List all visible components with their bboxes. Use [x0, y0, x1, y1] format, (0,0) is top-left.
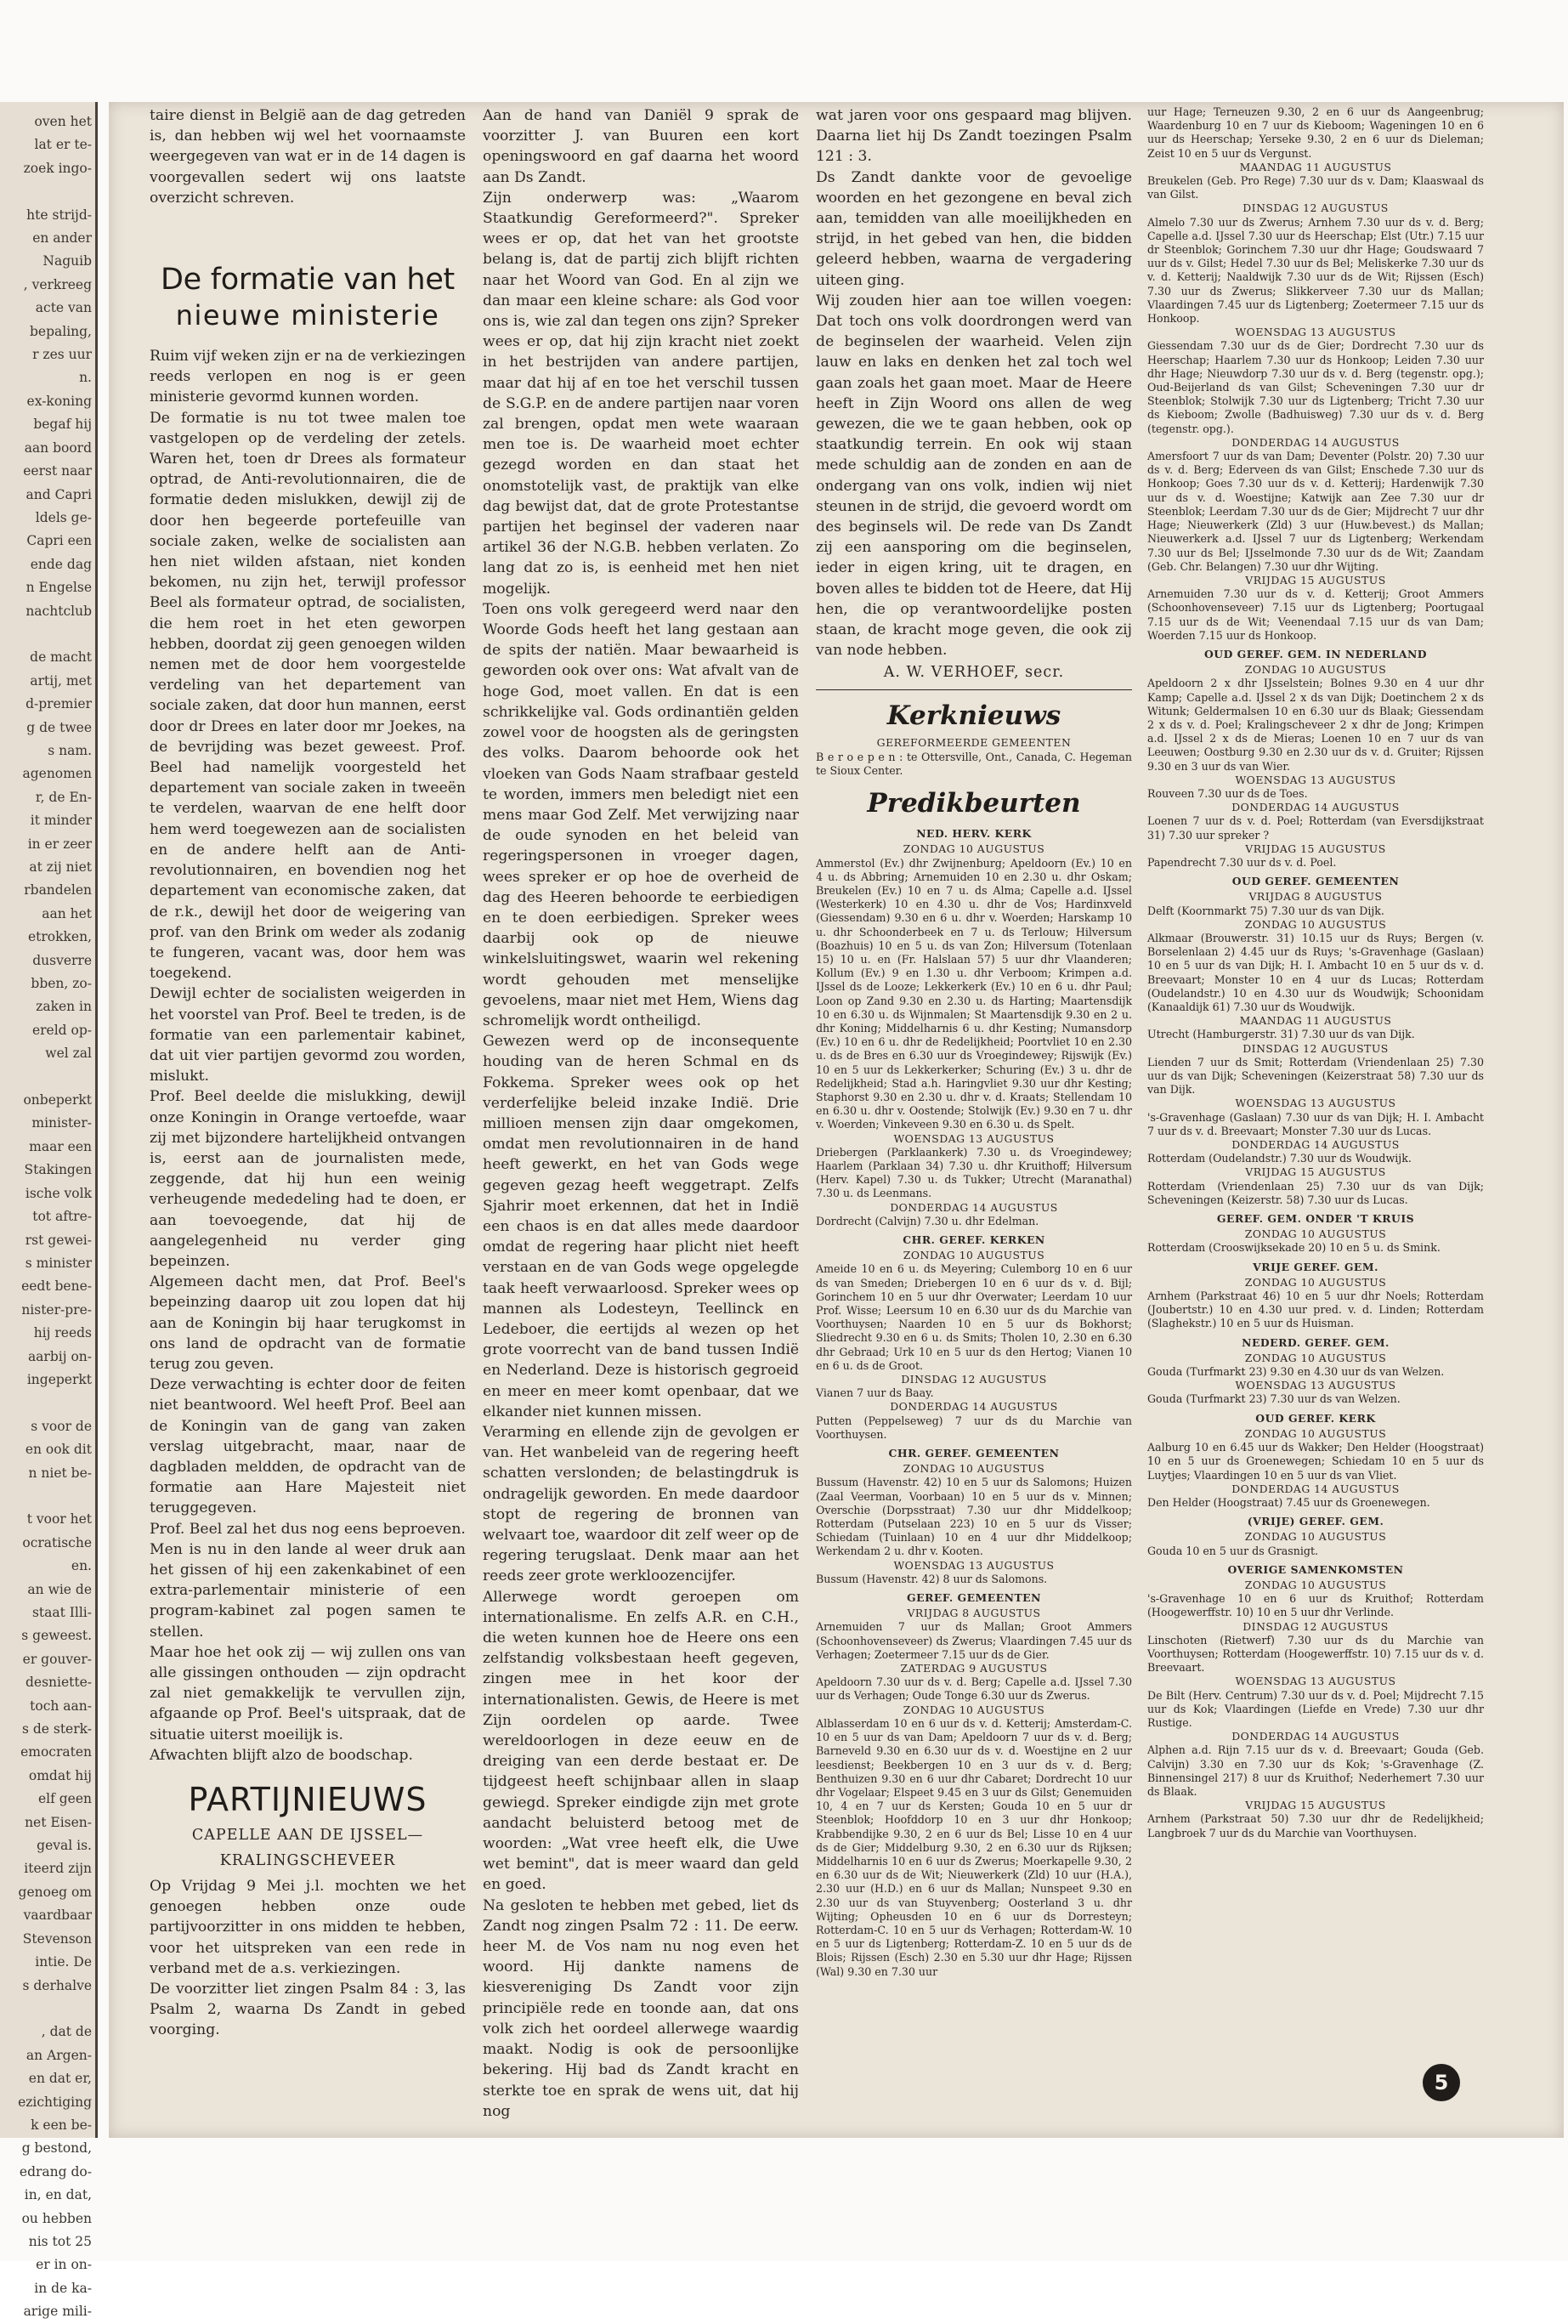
service-listing: Gouda 10 en 5 uur ds Grasnigt. — [1147, 1544, 1319, 1557]
paragraph: Wij zouden hier aan toe willen voegen: Dat toch ons volk doordrongen werd van de beginselen der waarheid. Velen zijn lauw en laks en denken het zal toch wel gaan zoals het gaan moet. Maar de Heere heeft in Zijn Woord ons allen de weg gewezen, die we te gaan hebben, ook op staatkundig terrein. En ook wij staan mede schuldig aan de zonden en aan de ondergang van ons volk, indien wij niet steunen in de strijd, die gevoerd wordt om des beginsels wil. De rede van Ds Zandt zij een aansporing om die beginselen, ieder in eigen kring, uit te dragen, en boven alles te bidden tot de Heere, dat Hij hen, die op verantwoordelijke posten staan, de kracht moge geven, die ook zij van node hebben. — [816, 292, 1132, 660]
day-heading: DONDERDAG 14 AUGUSTUS — [890, 1400, 1058, 1414]
predikbeurten-listing-continued — [1147, 161, 1484, 1840]
edge-line: s voor de — [31, 1418, 92, 1434]
paragraph: Ruim vijf weken zijn er na de verkiezingen reeds verlopen en nog is er geen ministerie gevormd kunnen worden. — [150, 348, 466, 406]
previous-page-text — [3, 111, 92, 2324]
edge-line: nister-pre- — [21, 1301, 92, 1318]
edge-line: ex-koning — [26, 393, 92, 409]
edge-line: in er zeer — [27, 836, 92, 852]
headline-ministerie: nieuwe ministerie — [175, 299, 440, 332]
denomination-heading: CHR. GEREF. GEMEENTEN — [888, 1447, 1060, 1460]
edge-line: and Capri — [25, 486, 92, 502]
paragraph: Na gesloten te hebben met gebed, liet ds Zandt nog zingen Psalm 72 : 11. De eerw. heer M. de Vos nam nu nog even het woord. Hij dankte namens de kiesvereniging Ds Zandt voor zijn principiële rede en toonde aan, dat ons volk zich het oordeel allerwege waardig maakt. Nodig is ook de persoonlijke bekering. Hij bad ds Zandt kracht en sterkte toe en sprak de wens uit, dat hij nog — [483, 1896, 799, 2120]
day-heading: ZONDAG 10 AUGUSTUS — [903, 1703, 1045, 1716]
day-heading: VRIJDAG 8 AUGUSTUS — [1248, 890, 1383, 904]
edge-line: tot aftre- — [32, 1209, 92, 1225]
column-3 — [816, 105, 1132, 1979]
edge-line: dusverre — [32, 952, 92, 968]
kerknieuws-text: B e r o e p e n : te Ottersville, Ont., Canada, C. Hegeman te Sioux Center. — [816, 750, 1132, 777]
edge-line — [3, 1485, 92, 1508]
day-heading: WOENSDAG 13 AUGUSTUS — [1235, 1675, 1396, 1688]
service-listing: Gouda (Turfmarkt 23) 9.30 en 4.30 uur ds van Welzen. — [1147, 1365, 1445, 1379]
service-listing: Amersfoort 7 uur ds van Dam; Deventer (Polstr. 20) 7.30 uur ds v. d. Berg; Ederveen ds van Gilst; Enschede 7.30 uur ds Honkoop; Goes 7.30 uur ds v. d. Ketterij; Hardenwijk 7.30 uur ds v. d. Woestijne; Katwijk aan Zee 7.30 uur dr Steenblok; Leerdam 7.30 uur ds de Gier; Mijdrecht 7 uur dhr Hage; Nieuwerkerk (Zld) 3 uur (Huw.bevest.) ds Mallan; Nieuwerkerk a.d. IJssel 7 uur ds Ligtenberg; Werkendam 7.30 uur ds Bel; IJsselmonde 7.30 uur ds de Wit; Zaandam (Geb. Chr. Belangen) 7.30 uur dhr Wijting. — [1147, 450, 1484, 573]
edge-line: hij reeds — [33, 1325, 92, 1341]
edge-line: r zes uur — [32, 347, 92, 363]
paragraph: Algemeen dacht men, dat Prof. Beel's bepeinzing daarop uit zou lopen dat hij aan de Koningin bij haar terugkomst in ons land de opdracht van de formatie terug zou geven. — [150, 1273, 466, 1373]
service-listing: Ameide 10 en 6 u. ds Meyering; Culemborg 10 en 6 uur ds van Smeden; Driebergen 10 en 6 uur ds v. d. Bijl; Gorinchem 10 en 5 uur dhr Overwater; Leerdam 10 uur Prof. Wisse; Leersum 10 en 6.30 uur ds du Marchie van Voorthuysen; Naarden 10 en 5 uur ds Bokhorst; Sliedrecht 9.30 en 6 u. ds Smits; Tholen 10, 2.30 en 6.30 dhr Gebraad; Urk 10 en 5 uur ds den Hertog; Vianen 10 en 6 u. ds de Groot. — [816, 1262, 1132, 1372]
service-listing: De Bilt (Herv. Centrum) 7.30 uur ds v. d. Poel; Mijdrecht 7.15 uur ds Kok; Vlaardingen (Liefde en Vrede) 7.30 uur dhr Rustige. — [1147, 1688, 1484, 1729]
denomination-heading: NEDERD. GEREF. GEM. — [1242, 1335, 1390, 1349]
service-listing: Linschoten (Rietwerf) 7.30 uur ds du Marchie van Voorthuysen; Rotterdam (Hoogewerffstr. 10) 7.15 uur ds v. d. Breevaart. — [1147, 1633, 1484, 1675]
day-heading: ZONDAG 10 AUGUSTUS — [903, 842, 1045, 856]
edge-line: er in on- — [36, 2257, 92, 2273]
edge-line: , dat de — [41, 2024, 92, 2040]
day-heading: MAANDAG 11 AUGUSTUS — [1239, 1014, 1392, 1028]
paragraph: Dewijl echter de socialisten weigerden in het voorstel van Prof. Beel te treden, is de formatie van een parlementair kabinet, dat uit vier partijen gevormd zou worden, mislukt. — [150, 985, 466, 1085]
edge-line: arige mili- — [23, 2304, 92, 2320]
edge-line: ereld op- — [31, 1022, 92, 1038]
headline-predikbeurten: Predikbeurten — [867, 788, 1081, 819]
denomination-heading: VRIJE GEREF. GEM. — [1253, 1260, 1378, 1273]
edge-line: zoek ingo- — [23, 160, 92, 176]
paragraph: Prof. Beel zal het dus nog eens beproeven. — [150, 1520, 466, 1538]
service-listing: Bussum (Havenstr. 42) 8 uur ds Salomons. — [816, 1572, 1048, 1585]
service-listing: Almelo 7.30 uur ds Zwerus; Arnhem 7.30 uur ds v. d. Berg; Capelle a.d. IJssel 7.30 uur ds Heerschap; Elst (Utr.) 7.15 uur dr Steenblok; Gorinchem 7.30 uur dhr Hage; Goudswaard 7 uur ds v. Gilst; Hedel 7.30 uur ds Bel; Meliskerke 7.30 uur ds v. d. Ketterij; Naaldwijk 7.30 uur ds de Wit; Rijssen (Esch) 7.30 uur ds Zwerus; Slikkerveer 7.30 uur ds Mallan; Vlaardingen 7.45 uur ds Ligtenberg; Zoetermeer 7.15 uur ds Honkoop. — [1147, 215, 1484, 326]
service-listing: Alblasserdam 10 en 6 uur ds v. d. Ketterij; Amsterdam-C. 10 en 5 uur ds van Dam; Apeldoorn 7 uur ds v. d. Berg; Barneveld 9.30 en 6.30 uur ds v. d. Woestijne en 2 uur leesdienst; Beekbergen 10 en 3 uur ds v. d. Berg; Benthuizen 9.30 en 6 uur dhr Cabaret; Dordrecht 10 uur dhr Vogelaar; Elspeet 9.45 en 3 uur ds Gilst; Genemuiden 10, 4 en 7 uur ds Kersten; Gouda 10 en 5 uur dr Steenblok; Hoofddorp 10 en 3 uur dhr Honkoop; Krabbendijke 9.30, 2 en 6 uur ds Bel; Lisse 10 en 4 uur ds de Gier; Middelburg 9.30, 2 en 6.30 uur ds Rijksen; Middelharnis 10 en 6 uur ds Zwerus; Moerkapelle 9.30, 2 en 6.30 uur ds de Wit; Nieuwerkerk (Zld) 10 uur (H.A.), 2.30 uur (H.D.) en 6 uur ds Mallan; Nunspeet 9.30 en 2.30 uur ds van Stuyvenberg; Oosterland 3 u. dhr Wijting; Opheusden 10 en 6 uur ds Dorresteyn; Rotterdam-C. 10 en 5 uur ds Verhagen; Rotterdam-W. 10 en 5 uur ds Ligtenberg; Rotterdam-Z. 10 en 5 uur ds de Blois; Rijssen (Esch) 2.30 en 5.30 uur dhr Hage; Rijssen (Wal) 9.30 en 7.30 uur — [816, 1716, 1132, 1978]
headline-kerknieuws: Kerknieuws — [886, 700, 1061, 732]
service-listing: Putten (Peppelseweg) 7 uur ds du Marchie van Voorthuysen. — [816, 1414, 1132, 1441]
edge-line: en. — [71, 1558, 92, 1574]
denomination-heading: OVERIGE SAMENKOMSTEN — [1227, 1562, 1404, 1576]
paragraph: Verarming en ellende zijn de gevolgen er van. Het wanbeleid van de regering heeft schatten verslonden; de belastingdruk is ondragelijk geworden. En mede daardoor stopt de regering de bronnen van welvaart toe, waardoor dit zelf weer op de regering terugslaat. Denk maar aan het reeds zeer grote werkloozencijfer. — [483, 1424, 799, 1585]
edge-line: geval is. — [37, 1838, 92, 1854]
paragraph: Toen ons volk geregeerd werd naar den Woorde Gods heeft het lang gestaan aan de spits der natiën. Maar bewaarheid is geworden ook over ons: Wat afvalt van de hoge God, moet vallen. En dat is een schrikkelijke val. Gods ordinantiën gelden zowel voor de hoogsten als de geringsten des volks. Daarom behoorde ook het vloeken van Gods Naam strafbaar gesteld te worden, immers men beledigt niet een mens maar God Zelf. Met verwijzing naar de oude synoden en het beleid van regeringspersonen in vroeger dagen, wees spreker er op hoe de overheid de dag des Heeren behoorde te eerbiedigen en te doen eerbiedigen. Spreker wees daarbij ook op de nieuwe winkelsluitingswet, waarin wel rekening wordt gehouden met menselijke gevoelens, maar niet met Hem, Wiens dag schromelijk wordt ontheiligd. — [483, 600, 799, 1029]
denomination-heading: (VRIJE) GEREF. GEM. — [1247, 1515, 1384, 1528]
denomination-heading: OUD GEREF. GEM. IN NEDERLAND — [1203, 647, 1428, 660]
day-heading: DINSDAG 12 AUGUSTUS — [1243, 1619, 1389, 1633]
edge-line: elf geen — [37, 1791, 92, 1807]
service-listing: Arnhem (Parkstraat 50) 7.30 uur dhr de Redelijkheid; Langbroek 7 uur ds du Marchie van Voorthuysen. — [1147, 1812, 1484, 1839]
service-listing: Bussum (Havenstr. 42) 10 en 5 uur ds Salomons; Huizen (Zaal Veerman, Voorbaan) 10 en 5 uur ds v. Minnen; Overschie (Dorpsstraat) 7.30 uur dhr Middelkoop; Rotterdam (Putselaan 223) 10 en 5 uur ds Visser; Schiedam (Tuinlaan) 10 en 4 uur dhr Middelkoop; Werkendam 2 u. dhr v. Kooten. — [816, 1476, 1132, 1558]
day-heading: DINSDAG 12 AUGUSTUS — [1243, 201, 1389, 215]
service-listing: Dordrecht (Calvijn) 7.30 u. dhr Edelman. — [816, 1214, 1039, 1227]
edge-line — [3, 180, 92, 203]
edge-line: ingeperkt — [26, 1371, 92, 1387]
day-heading: WOENSDAG 13 AUGUSTUS — [1235, 1379, 1396, 1392]
day-heading: ZONDAG 10 AUGUSTUS — [1244, 917, 1387, 931]
page-number: 5 — [1423, 2064, 1460, 2101]
service-listing: Arnemuiden 7 uur ds Mallan; Groot Ammers (Schoonhovenseveer) ds Zwerus; Vlaardingen 7.45 uur ds Verhagen; Zoetermeer 7.15 uur ds de Gier. — [816, 1620, 1132, 1661]
day-heading: ZATERDAG 9 AUGUSTUS — [900, 1662, 1048, 1675]
service-listing: Utrecht (Hamburgerstr. 31) 7.30 uur ds van Dijk. — [1147, 1028, 1415, 1041]
edge-line: genoeg om — [18, 1884, 92, 1900]
service-listing: Alkmaar (Brouwerstr. 31) 10.15 uur ds Ruys; Bergen (v. Borselenlaan 2) 4.45 uur ds Ruys; 's-Gravenhage (Gaslaan) 10 en 5 uur ds van Dijk; H. I. Ambacht 10 en 5 uur ds v. d. Breevaart; Monster 10 en 4 uur ds Lucas; Rotterdam (Oudelandstr.) 10 en 4.30 uur ds Woudwijk; Schoonidam (Kanaaldijk 61) 7.30 uur ds Woudwijk. — [1147, 931, 1484, 1013]
service-listing: Ammerstol (Ev.) dhr Zwijnenburg; Apeldoorn (Ev.) 10 en 4 u. ds Abbring; Arnemuiden 10 en 2.30 u. dhr Oskam; Breukelen (Ev.) 10 en 7 u. ds Alma; Capelle a.d. IJssel (Westerkerk) 10 en 4.30 u. dhr de Vos; Hardinxveld (Giessendam) 9.30 en 6 u. dhr v. Woerden; Harskamp 10 u. dhr Schoonderbeek en 7 u. ds Terlouw; Hilversum (Boazhuis) 10 en 5 u. ds van Zon; Hilversum (Totenlaan 15) 10 u. en (Fr. Halslaan 57) 5 uur dhr Vlaanderen; Kollum (Ev.) 9 en 1.30 u. dhr Verboom; Krimpen a.d. IJssel ds de Looze; Lekkerkerk (Ev.) 10 en 6 u. dhr Paul; Loon op Zand 9.30 en 2.30 u. ds Harting; Maartensdijk 10 en 6.30 u. ds Wijnmalen; St Maartensdijk 9.30 en 2 u. dhr Koning; Middelharnis 6 u. dhr Kesting; Numansdorp (Ev.) 10 en 6 u. dhr de Redelijkheid; Poortvliet 10 en 2.30 u. ds de Bres en 6.30 uur ds Vroegindewey; Rijswijk (Ev.) 10 en 5 uur ds Lekkerkerker; Schuring (Ev.) 3 u. dhr de Redelijkheid; Stad a.h. Haringvliet 9.30 uur dhr Kesting; Staphorst 9.30 en 2.30 u. dhr v. d. Kraats; Stellendam 10 en 6.30 u. dhr v. Oostende; Stolwijk (Ev.) 9.30 en 7 u. dhr v. Woerden; Vinkeveen 9.30 en 6.30 u. ds Spelt. — [816, 856, 1132, 1131]
service-listing: Rotterdam (Oudelandstr.) 7.30 uur ds Woudwijk. — [1147, 1152, 1412, 1165]
edge-line: hte strijd- — [26, 207, 92, 223]
edge-line: r, de En- — [35, 789, 92, 805]
edge-line: it minder — [30, 813, 92, 829]
day-heading: WOENSDAG 13 AUGUSTUS — [1235, 773, 1396, 786]
denomination-heading: GEREF. GEM. ONDER 'T KRUIS — [1216, 1212, 1415, 1226]
paragraph: Aan de hand van Daniël 9 sprak de voorzitter J. van Buuren een kort openingswoord en gaf daarna het woord aan Ds Zandt. — [483, 107, 799, 186]
service-listing: Breukelen (Geb. Pro Rege) 7.30 uur ds v. Dam; Klaaswaal ds van Gilst. — [1147, 174, 1484, 201]
edge-line: er gouver- — [22, 1651, 92, 1667]
paragraph: Deze verwachting is echter door de feiten niet beantwoord. Wel heeft Prof. Beel aan de Koningin van de gang van zaken verslag uitgebracht, maar, naar de dagbladen meldden, de opdracht van de formatie aan Hare Majesteit niet teruggegeven. — [150, 1376, 466, 1517]
edge-line: g bestond, — [21, 2140, 92, 2157]
edge-line: an Argen- — [25, 2047, 92, 2063]
subhead-kralingscheveer: KRALINGSCHEVEER — [219, 1852, 396, 1870]
service-listing: Vianen 7 uur ds Baay. — [816, 1386, 934, 1400]
predikbeurten-section: NED. HERV. KERK — [916, 827, 1032, 841]
service-listing: Rotterdam (Crooswijksekade 20) 10 en 5 u. ds Smink. — [1147, 1241, 1441, 1255]
day-heading: DONDERDAG 14 AUGUSTUS — [890, 1200, 1058, 1214]
edge-line: s geweest. — [21, 1628, 92, 1644]
column-4 — [1147, 105, 1484, 1840]
divider — [816, 689, 1132, 690]
service-listing: Den Helder (Hoogstraat) 7.45 uur ds Groenewegen. — [1147, 1495, 1430, 1509]
paragraph: Men is nu in den lande al weer druk aan het gissen of hij een zakenkabinet of een extra-parlementair ministerie of een program-kabinet zal pogen samen te stellen. — [150, 1540, 466, 1641]
edge-line: zaken in — [36, 999, 92, 1015]
paragraph: Maar hoe het ook zij — wij zullen ons van alle gissingen onthouden — zijn opdracht zal niet gemakkelijk te vervullen zijn, afgaande op Prof. Beel's uitspraak, dat de situatie uiterst moeilijk is. — [150, 1643, 466, 1743]
paragraph: Zijn onderwerp was: „Waarom Staatkundig Gereformeerd?". Spreker wees er op, dat het van het grootste belang is, dat de partij zich blijft richten naar het Woord van God. En al zijn we dan maar een kleine schare: als God voor ons is, wie zal dan tegen ons zijn? Spreker wees er op, dat hij zijn kracht niet zoekt in het bestrijden van andere partijen, maar dat hij af en toe het verschil tussen de S.G.P. en de andere partijen naar voren zal brengen, opdat men wete waaraan men toe is. De waarheid moet echter gezegd worden en dan staat het onomstotelijk vast, de praktijk van elke dag bewijst dat, dat de grote Protestantse partijen het beginsel der vaderen naar artikel 36 der N.G.B. hebben verlaten. Zo lang dat zo is, is eenheid met hen niet mogelijk. — [483, 189, 799, 598]
edge-line: nachtclub — [25, 603, 92, 619]
edge-line: staat Illi- — [31, 1605, 92, 1620]
edge-line: aan het — [42, 905, 92, 921]
edge-line: oven het — [34, 114, 92, 129]
edge-line: onbeperkt — [23, 1092, 92, 1108]
denomination-heading: CHR. GEREF. KERKEN — [903, 1233, 1045, 1246]
previous-page-edge — [0, 102, 98, 2320]
edge-line: s nam. — [48, 742, 92, 758]
edge-line: en ander — [32, 230, 92, 247]
edge-line: , verkreeg — [23, 276, 92, 292]
edge-line: rst gewei- — [25, 1232, 92, 1248]
signature: A. W. VERHOEF, secr. — [883, 664, 1065, 682]
edge-line: de macht — [30, 649, 92, 666]
day-heading: WOENSDAG 13 AUGUSTUS — [893, 1558, 1055, 1572]
newspaper-page — [109, 102, 1564, 2138]
day-heading: WOENSDAG 13 AUGUSTUS — [1235, 326, 1396, 339]
edge-line: vaardbaar — [23, 1907, 92, 1924]
service-listing: Rotterdam (Vriendenlaan 25) 7.30 uur ds van Dijk; Scheveningen (Keizerstr. 58) 7.30 uur ds Lucas. — [1147, 1179, 1484, 1206]
kerknieuws-section: GEREFORMEERDE GEMEENTEN — [876, 736, 1072, 750]
edge-line: artij, met — [30, 672, 92, 689]
article-continuation — [150, 105, 466, 208]
service-listing: Apeldoorn 2 x dhr IJsselstein; Bolnes 9.30 en 4 uur dhr Kamp; Capelle a.d. IJssel 2 x ds van Dijk; Doetinchem 2 x ds Witunk; Geldermalsen 10 en 6.30 uur ds Blaak; Giessendam 2 x ds v. d. Poel; Kralingscheveer 2 x dhr de Jong; Krimpen a.d. IJssel 2 x ds de Mieras; Loenen 10 en 7 uur ds van Leeuwen; Oostburg 9.30 en 2.30 uur ds v. d. Gruiter; Rijssen 9.30 en 3 uur ds van Wier. — [1147, 677, 1484, 773]
column-1 — [150, 105, 466, 2041]
edge-line: minister- — [31, 1115, 92, 1131]
edge-line: aan boord — [24, 439, 92, 456]
edge-line: g de twee — [26, 719, 92, 735]
paragraph: Prof. Beel deelde die mislukking, dewijl onze Koningin in Orange vertoefde, waar zij met bijzondere hartelijkheid ontvangen is, eerst aan de journalisten mede, zeggende, dat hij hun een weinig verheugende mededeling had te doen, er aan toevoegende, dat hij de aangelegenheid nu verder ging bepeinzen. — [150, 1088, 466, 1270]
day-heading: ZONDAG 10 AUGUSTUS — [1244, 1426, 1387, 1440]
edge-line: rbandelen — [24, 882, 92, 898]
edge-line: nis tot 25 — [28, 2233, 92, 2249]
day-heading: VRIJDAG 15 AUGUSTUS — [1245, 573, 1386, 587]
edge-line: toch aan- — [30, 1698, 92, 1714]
edge-line: wel zal — [45, 1046, 92, 1062]
day-heading: DONDERDAG 14 AUGUSTUS — [1231, 435, 1400, 449]
service-listing: Driebergen (Parklaankerk) 7.30 u. ds Vroegindewey; Haarlem (Parklaan 34) 7.30 u. dhr Kruithoff; Hilversum (Herv. Kapel) 7.30 u. ds Tukker; Utrecht (Maranathal) 7.30 u. ds Leenmans. — [816, 1145, 1132, 1200]
service-listing: Loenen 7 uur ds v. d. Poel; Rotterdam (van Eversdijkstraat 31) 7.30 uur spreker ? — [1147, 814, 1484, 842]
edge-line: net Eisen- — [25, 1814, 92, 1830]
edge-line: s derhalve — [22, 1977, 92, 1993]
service-listing: Papendrecht 7.30 uur ds v. d. Poel. — [1147, 855, 1337, 869]
article-partijnieuws-end — [816, 105, 1132, 660]
service-listing: 's-Gravenhage 10 en 6 uur ds Kruithof; Rotterdam (Hoogewerffstr. 10) 10 en 5 uur dhr Verlinde. — [1147, 1592, 1484, 1619]
headline-formatie: De formatie van het — [161, 263, 455, 298]
day-heading: VRIJDAG 15 AUGUSTUS — [1245, 842, 1386, 855]
edge-line: desniette- — [25, 1675, 92, 1691]
edge-line: agenomen — [22, 766, 92, 782]
denomination-heading: OUD GEREF. KERK — [1255, 1411, 1376, 1425]
edge-line: in de ka- — [34, 2280, 92, 2296]
edge-line: s de sterk- — [21, 1721, 92, 1737]
edge-line — [3, 623, 92, 646]
edge-line: Stakingen — [24, 1162, 92, 1178]
column-2 — [483, 105, 799, 2122]
denomination-heading: OUD GEREF. GEMEENTEN — [1231, 875, 1400, 888]
edge-line: k een be- — [31, 2117, 92, 2133]
edge-line: maar een — [29, 1138, 92, 1154]
day-heading: VRIJDAG 15 AUGUSTUS — [1245, 1165, 1386, 1179]
subhead-capelle: CAPELLE AAN DE IJSSEL— — [191, 1827, 424, 1845]
intro-paragraph: taire dienst in België aan de dag getreden is, dan hebben wij wel het voornaamste weergegeven van wat er in de 14 dagen is voorgevallen sedert wij ons laatste overzicht schreven. — [150, 107, 466, 207]
paragraph: Gewezen werd op de inconsequente houding van de heren Schmal en ds Fokkema. Spreker wees ook op het verderfelijke beleid inzake Indië. Drie millioen mensen zijn daar omgekomen, omdat men revolutionnairen in de hand heeft gewerkt, en het van Gods wege gegeven gezag heeft weggetrapt. Zelfs Sjahrir moet erkennen, dat het in Indië een chaos is en dat alles mede daardoor omdat de regering haar plicht niet heeft verstaan en de van Gods wege opgelegde taak heeft verwaarloosd. Spreker wees op mannen als Lodesteyn, Teellinck en Ledeboer, die eertijds al wezen op het grote voorrecht van de band tussen Indië en Nederland. Deze is historisch gegroeid en meer en meer komt openbaar, dat we elkander niet kunnen missen. — [483, 1033, 799, 1420]
edge-line: Naguib — [42, 253, 92, 269]
day-heading: VRIJDAG 15 AUGUSTUS — [1245, 1799, 1386, 1812]
edge-line: aarbij on- — [27, 1348, 92, 1364]
paragraph: Allerwege wordt geroepen om internationalisme. En zelfs A.R. en C.H., die weten kunnen hoe de Heere ons een zelfstandig volksbestaan heeft gegeven, zingen mee in het koor der internationalisten. Gewis, de Heere is met Zijn oordelen op aarde. Twee wereldoorlogen in deze eeuw en de dreiging van een derde bestaat er. De tijdgeest heeft schijnbaar allen in slaap gewiegd. Spreker eindigde zijn met grote aandacht beluisterd betoog met de woorden: „Wat vree heeft elk, die Uwe wet bemint", dat is meer waard dan geld en goed. — [483, 1588, 799, 1894]
edge-line: an wie de — [27, 1581, 92, 1597]
edge-line: ezichtiging — [18, 2094, 92, 2110]
article-formatie-body — [150, 346, 466, 1766]
listing-continuation: uur Hage; Terneuzen 9.30, 2 en 6 uur ds Aangeenbrug; Waardenburg 10 en 7 uur ds Kieboom; Wageningen 10 en 6 uur ds Heerschap; Yerseke 9.30, 2 en 6 uur ds Dieleman; Zeist 10 en 5 uur ds Vergunst. — [1147, 105, 1484, 160]
day-heading: ZONDAG 10 AUGUSTUS — [1244, 1227, 1387, 1241]
edge-line: eerst naar — [23, 463, 92, 479]
edge-line: ldels ge- — [35, 509, 92, 525]
day-heading: ZONDAG 10 AUGUSTUS — [903, 1249, 1045, 1262]
service-listing: Rouveen 7.30 uur ds de Toes. — [1147, 786, 1308, 800]
service-listing: Arnemuiden 7.30 uur ds v. d. Ketterij; Groot Ammers (Schoonhovenseveer) 7.15 uur ds Ligtenberg; Poortugaal 7.15 uur ds de Wit; Veenendaal 7.15 uur ds van Dam; Woerden 7.15 uur ds Honkoop. — [1147, 587, 1484, 642]
denomination-heading: GEREF. GEMEENTEN — [907, 1591, 1041, 1605]
edge-line: etrokken, — [27, 929, 92, 945]
article-partijnieuws-body — [150, 1876, 466, 2041]
paragraph: Ds Zandt dankte voor de gevoelige woorden en het gezongene en beval zich aan, temidden van alle moeilijkheden en strijd, in het gebed van hen, die bidden geleerd hebben, waarna de vergadering uiteen ging. — [816, 168, 1132, 289]
edge-line: en dat er, — [28, 2071, 92, 2087]
edge-line: en ook dit — [25, 1442, 92, 1458]
edge-line — [3, 1998, 92, 2021]
edge-line: bepaling, — [29, 323, 92, 339]
edge-line: n niet be- — [28, 1465, 92, 1481]
paragraph: wat jaren voor ons gespaard mag blijven. Daarna liet hij Ds Zandt toezingen Psalm 121 : 3. — [816, 107, 1132, 166]
predikbeurten-listing — [816, 842, 1132, 1978]
edge-line: iteerd zijn — [24, 1861, 92, 1877]
day-heading: WOENSDAG 13 AUGUSTUS — [1235, 1097, 1396, 1110]
day-heading: DINSDAG 12 AUGUSTUS — [1243, 1041, 1389, 1055]
day-heading: VRIJDAG 8 AUGUSTUS — [907, 1607, 1041, 1620]
edge-line: intie. De — [35, 1954, 92, 1970]
edge-line: n Engelse — [25, 580, 92, 596]
service-listing: Apeldoorn 7.30 uur ds v. d. Berg; Capelle a.d. IJssel 7.30 uur ds Verhagen; Oude Tonge 6.30 uur ds Zwerus. — [816, 1675, 1132, 1703]
day-heading: WOENSDAG 13 AUGUSTUS — [893, 1131, 1055, 1145]
service-listing: Alphen a.d. Rijn 7.15 uur ds v. d. Breevaart; Gouda (Geb. Calvijn) 3.30 en 7.30 uur ds Kok; 's-Gravenhage (Z. Binnensingel 217) 8 uur ds Kruithof; Nederhemert 7.30 uur ds Blaak. — [1147, 1743, 1484, 1798]
edge-line: ocratische — [22, 1534, 92, 1550]
day-heading: DINSDAG 12 AUGUSTUS — [901, 1373, 1047, 1386]
service-listing: 's-Gravenhage (Gaslaan) 7.30 uur ds van Dijk; H. I. Ambacht 7 uur ds v. d. Breevaart; Monster 7.30 uur ds Lucas. — [1147, 1110, 1484, 1137]
service-listing: Arnhem (Parkstraat 46) 10 en 5 uur dhr Noels; Rotterdam (Joubertstr.) 10 en 4.30 uur pred. v. d. Linden; Rotterdam (Slaghekstr.) 10 en 5 uur ds Huisman. — [1147, 1290, 1484, 1330]
day-heading: DONDERDAG 14 AUGUSTUS — [1231, 1138, 1400, 1152]
edge-line: s minister — [25, 1255, 92, 1271]
edge-line: omdat hij — [28, 1767, 92, 1783]
edge-line: t voor het — [26, 1511, 92, 1528]
headline-partijnieuws: PARTIJNIEUWS — [188, 1781, 427, 1819]
edge-line: Stevenson — [22, 1930, 92, 1947]
edge-line: at zij niet — [29, 859, 92, 875]
day-heading: MAANDAG 11 AUGUSTUS — [1239, 160, 1392, 173]
day-heading: ZONDAG 10 AUGUSTUS — [1244, 1578, 1387, 1591]
service-listing: Giessendam 7.30 uur ds de Gier; Dordrecht 7.30 uur ds Heerschap; Haarlem 7.30 uur ds Honkoop; Leiden 7.30 uur dhr Hage; Nieuwdorp 7.30 uur ds v. d. Berg (tegenstr. opg.); Oud-Beijerland ds van Gilst; Scheveningen 7.30 uur dr Steenblok; Stolwijk 7.30 uur ds Ligtenberg; Tricht 7.30 uur ds Kieboom; Zwolle (Badhuisweg) 7.30 uur ds v. d. Berg (tegenstr. opg.). — [1147, 339, 1484, 435]
edge-line: d-premier — [25, 696, 92, 712]
service-listing: Lienden 7 uur ds Smit; Rotterdam (Vriendenlaan 25) 7.30 uur ds van Dijk; Scheveningen (Keizerstraat 58) 7.30 uur ds van Dijk. — [1147, 1055, 1484, 1097]
day-heading: ZONDAG 10 AUGUSTUS — [903, 1462, 1045, 1476]
day-heading: DONDERDAG 14 AUGUSTUS — [1231, 801, 1400, 814]
edge-line: eedt bene- — [21, 1278, 92, 1295]
paragraph: Op Vrijdag 9 Mei j.l. mochten we het genoegen hebben onze oude partijvoorzitter in ons midden te hebben, voor het uitspreken van een rede in verband met de a.s. verkiezingen. — [150, 1878, 466, 1977]
edge-line: edrang do- — [19, 2163, 92, 2179]
day-heading: ZONDAG 10 AUGUSTUS — [1244, 1530, 1387, 1544]
day-heading: ZONDAG 10 AUGUSTUS — [1244, 1275, 1387, 1289]
edge-line: ische volk — [25, 1185, 92, 1201]
edge-line: acte van — [35, 300, 92, 316]
edge-line: ou hebben — [21, 2210, 92, 2226]
edge-line: lat er te- — [34, 137, 92, 153]
edge-line — [3, 1066, 92, 1089]
edge-line: emocraten — [20, 1744, 92, 1760]
day-heading: ZONDAG 10 AUGUSTUS — [1244, 1351, 1387, 1364]
paragraph: Afwachten blijft alzo de boodschap. — [150, 1746, 413, 1764]
edge-line: bben, zo- — [31, 976, 92, 992]
day-heading: DONDERDAG 14 AUGUSTUS — [1231, 1730, 1400, 1743]
edge-line: Capri een — [26, 533, 92, 549]
edge-line: ende dag — [30, 556, 92, 572]
paragraph: De voorzitter liet zingen Psalm 84 : 3, las Psalm 2, waarna Ds Zandt in gebed voorging. — [150, 1981, 466, 2039]
service-listing: Aalburg 10 en 6.45 uur ds Wakker; Den Helder (Hoogstraat) 10 en 5 uur ds Groenewegen; Schiedam 10 en 5 uur ds Luytjes; Vlaardingen 10 en 5 uur ds van Vliet. — [1147, 1441, 1484, 1482]
paragraph: De formatie is nu tot twee malen toe vastgelopen op de verdeling der zetels. Waren het, toen dr Drees als formateur optrad, de Anti-revolutionnairen, die de formatie deden mislukken, dewijl zij de door hen begeerde portefeuille van sociale zaken, welke de socialisten aan hen niet wilden afstaan, niet konden bekomen, nu zijn het, terwijl professor Beel als formateur optrad, de socialisten, die hem roet in het eten geworpen hebben, doordat zij geen genoegen wilden nemen met de door hem voorgestelde verdeling van het departement van sociale zaken, dat door hun mannen, eerst door dr Drees en later door mr Joekes, na de bevrijding was bezet geweest. Prof. Beel had namelijk voorgesteld het departement van sociale zaken in tweeën te verdelen, waarvan de ene helft door hem werd toegewezen aan de socialisten en de andere helft aan de Anti-revolutionnairen, en bovendien nog het departement van economische zaken, dat de r.k., dewijl het door de weigering van prof. van den Brink om weder als zodanig te fungeren, vacant was, door hem was toegekend. — [150, 409, 466, 983]
service-listing: Gouda (Turfmarkt 23) 7.30 uur ds van Welzen. — [1147, 1392, 1401, 1406]
edge-line: n. — [79, 370, 92, 386]
day-heading: ZONDAG 10 AUGUSTUS — [1244, 663, 1387, 677]
day-heading: DONDERDAG 14 AUGUSTUS — [1231, 1482, 1400, 1495]
service-listing: Delft (Koornmarkt 75) 7.30 uur ds van Dijk. — [1147, 904, 1384, 917]
edge-line: in, en dat, — [24, 2187, 92, 2203]
edge-line — [3, 1392, 92, 1414]
article-partijnieuws-continued — [483, 105, 799, 2122]
edge-line: begaf hij — [33, 417, 92, 433]
